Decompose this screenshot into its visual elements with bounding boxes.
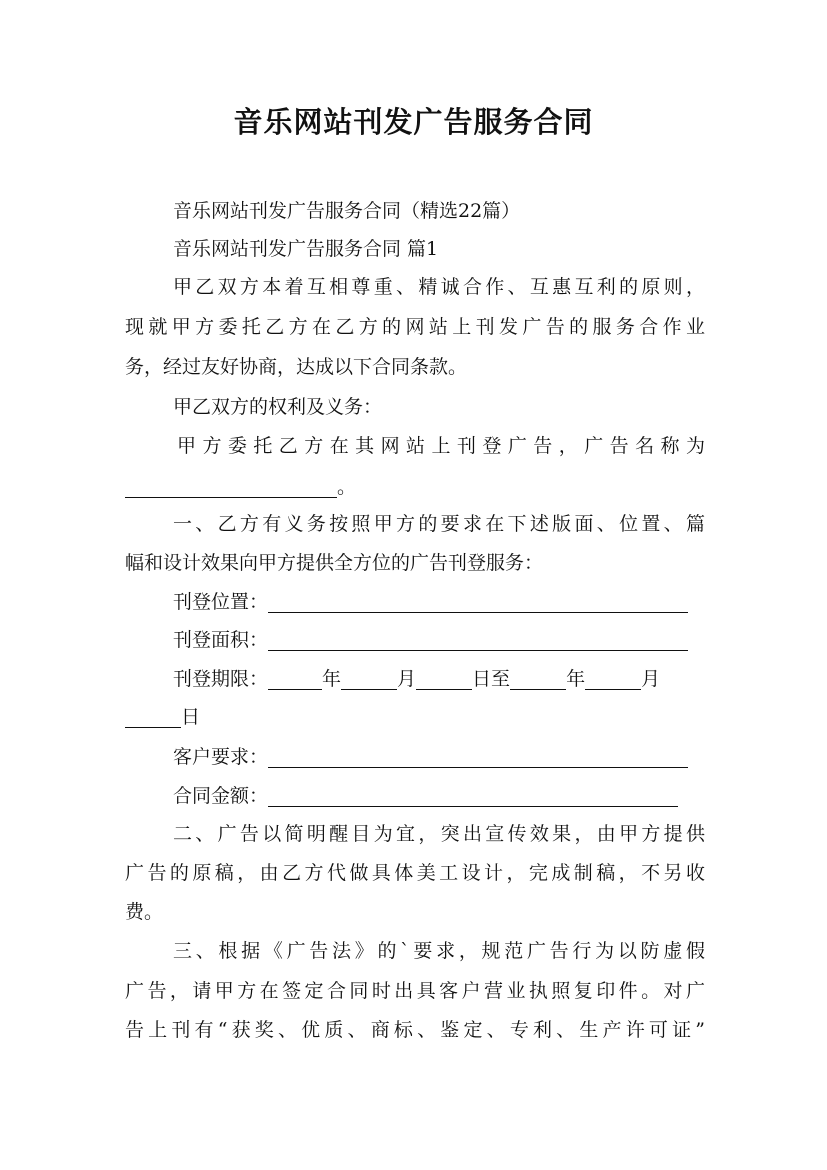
clause2-line1: 二、广告以简明醒目为宜，突出宣传效果，由甲方提供 (173, 823, 705, 845)
para2-line1: 甲方委托乙方在其网站上刊登广告，广告名称为 (177, 435, 705, 457)
para1-line1: 甲乙双方本着互相尊重、精诚合作、互惠互利的原则， (173, 276, 705, 298)
start-month-blank (341, 667, 397, 690)
amount-blank (268, 784, 678, 807)
client-blank (268, 745, 688, 768)
end-month-blank (585, 667, 641, 690)
section-heading: 音乐网站刊发广告服务合同 篇1 (173, 238, 439, 260)
end-day-text: 日 (181, 706, 201, 728)
clause3-line1: 三、根据《广告法》的`要求，规范广告行为以防虚假 (173, 940, 705, 962)
end-month-text: 月 (641, 668, 661, 690)
area-label: 刊登面积： (173, 629, 269, 651)
field-period (125, 660, 705, 698)
field-area (125, 621, 705, 659)
start-year-text: 年 (322, 668, 342, 690)
position-label: 刊登位置： (173, 591, 269, 613)
amount-label: 合同金额： (173, 785, 269, 807)
client-label: 客户要求： (173, 746, 269, 768)
para2-line2 (125, 468, 705, 506)
field-period-cont (125, 698, 705, 736)
clause1-line1: 一、乙方有义务按照甲方的要求在下述版面、位置、篇 (173, 513, 705, 535)
end-year-text: 年 (566, 668, 586, 690)
clause2-line2: 广告的原稿，由乙方代做具体美工设计，完成制稿，不另收 (125, 862, 705, 884)
clause2-line3: 费。 (125, 901, 164, 923)
rights-heading: 甲乙双方的权利及义务： (173, 396, 383, 418)
field-client (125, 738, 705, 776)
clause3-line3: 告上刊有“获奖、优质、商标、鉴定、专利、生产许可证” (125, 1019, 705, 1041)
clause1-line2: 幅和设计效果向甲方提供全方位的广告刊登服务： (125, 552, 544, 574)
position-blank (268, 590, 688, 613)
para2-period: 。 (337, 476, 357, 498)
para1-line3: 务，经过友好协商，达成以下合同条款。 (125, 356, 468, 378)
start-month-text: 月 (397, 668, 417, 690)
clause3-line2: 广告，请甲方在签定合同时出具客户营业执照复印件。对广 (125, 980, 705, 1002)
end-year-blank (510, 667, 566, 690)
collection-subtitle: 音乐网站刊发广告服务合同（精选22篇） (173, 200, 521, 222)
period-label: 刊登期限： (173, 668, 269, 690)
field-amount (125, 777, 705, 815)
start-day-to-text: 日至 (472, 668, 511, 690)
start-year-blank (268, 667, 322, 690)
ad-name-blank (125, 475, 337, 498)
start-day-blank (416, 667, 472, 690)
document-title: 音乐网站刊发广告服务合同 (233, 105, 594, 139)
area-blank (268, 628, 688, 651)
end-day-blank (125, 705, 181, 728)
para1-line2: 现就甲方委托乙方在乙方的网站上刊发广告的服务合作业 (125, 316, 705, 338)
field-position (125, 583, 705, 621)
